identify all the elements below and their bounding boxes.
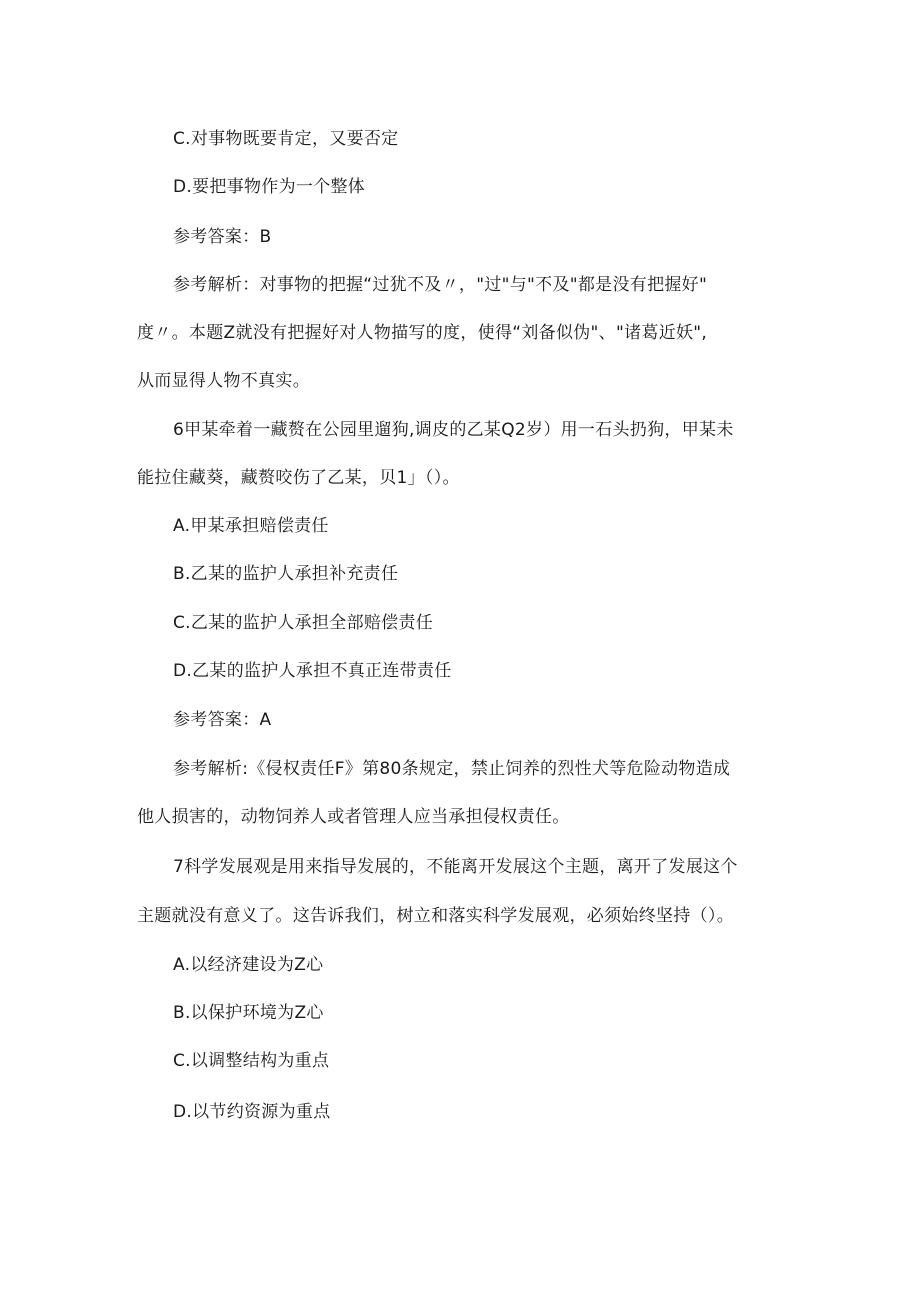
- q7-option-b: B.以保护环境为Z心: [173, 1003, 324, 1023]
- q7-question-line-2: 主题就没有意义了。这告诉我们，树立和落实科学发展观，必须始终坚持（）。: [137, 906, 734, 926]
- q6-answer: 参考答案：A: [173, 710, 272, 730]
- q6-option-d: D.乙某的监护人承担不真正连带责任: [173, 661, 452, 681]
- q7-option-a: A.以经济建设为Z心: [173, 955, 324, 975]
- q6-option-c: C.乙某的监护人承担全部赔偿责任: [173, 613, 434, 633]
- q5-option-d: D.要把事物作为一个整体: [173, 177, 366, 197]
- q6-explanation-line-1: 参考解析:《侵权责任F》第80条规定，禁止饲养的烈性犬等危险动物造成: [173, 759, 731, 779]
- q6-option-b: B.乙某的监护人承担补充责任: [173, 564, 399, 584]
- q6-explanation-line-2: 他人损害的，动物饲养人或者管理人应当承担侵权责任。: [137, 807, 570, 827]
- q7-option-c: C.以调整结构为重点: [173, 1051, 330, 1071]
- q7-option-d: D.以节约资源为重点: [173, 1102, 331, 1122]
- q5-explanation-line-1: 参考解析：对事物的把握“过犹不及〃，"过"与"不及"都是没有把握好": [173, 275, 708, 295]
- q6-question-line-1: 6甲某牵着一藏赘在公园里遛狗,调皮的乙某Q2岁）用一石头扔狗，甲某未: [173, 420, 734, 440]
- q5-option-c: C.对事物既要肯定，又要否定: [173, 129, 399, 149]
- q5-answer: 参考答案：B: [173, 227, 272, 247]
- q6-question-line-2: 能拉住藏葵，藏赘咬伤了乙某，贝1」（）。: [137, 468, 460, 488]
- q5-explanation-line-3: 从而显得人物不真实。: [137, 371, 310, 391]
- q7-question-line-1: 7科学发展观是用来指导发展的，不能离开发展这个主题，离开了发展这个: [173, 857, 738, 877]
- q6-option-a: A.甲某承担赔偿责任: [173, 516, 329, 536]
- q5-explanation-line-2: 度〃。本题Z就没有把握好对人物描写的度，使得“刘备似伪"、"诸葛近妖",: [137, 323, 708, 343]
